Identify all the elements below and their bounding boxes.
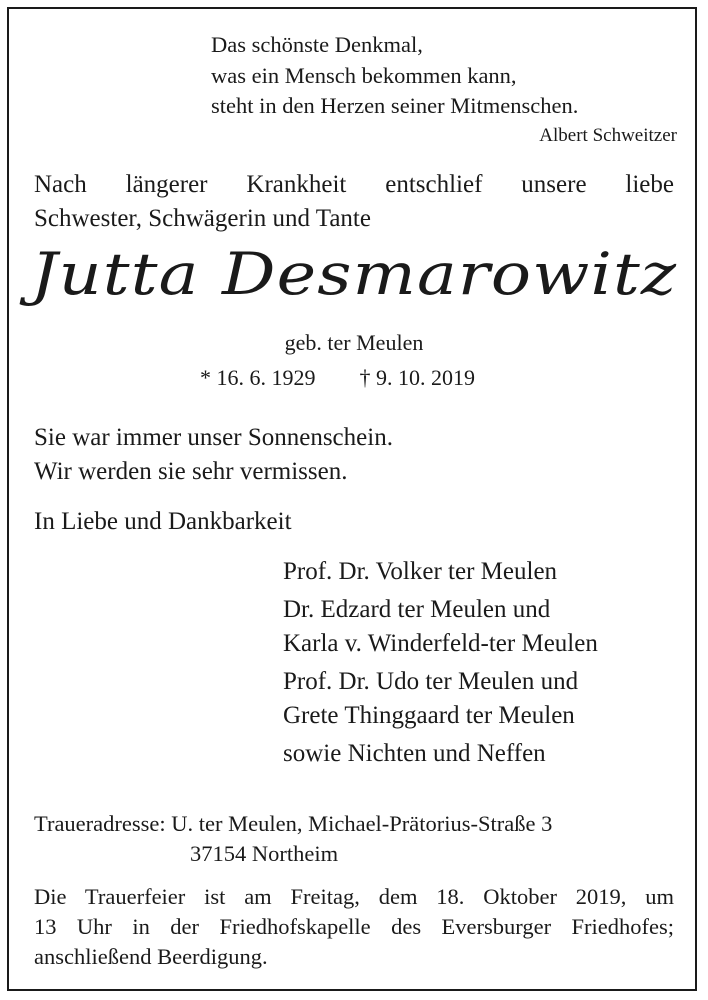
mourner-group (283, 737, 598, 771)
mourner-group (283, 665, 598, 733)
mourners-list (283, 555, 598, 775)
epigraph-quote (211, 30, 578, 122)
intro-line: Schwester, Schwägerin und Tante (34, 205, 371, 232)
funeral-line: anschließend Beerdigung. (34, 944, 268, 969)
farewell-line: Sie war immer unser Sonnenschein. (34, 424, 393, 451)
maiden-name: geb. ter Meulen (284, 330, 424, 355)
address-line: Traueradresse: U. ter Meulen, Michael-Prätorius-Straße 3 (34, 811, 553, 836)
quote-line: was ein Mensch bekommen kann, (211, 62, 517, 88)
intro-line: Nach längerer Krankheit entschlief unsere liebe (34, 171, 674, 198)
life-dates (200, 365, 475, 391)
mourner-group (283, 555, 598, 589)
funeral-notice (34, 882, 674, 972)
mourner-line: Grete Thinggaard ter Meulen (283, 702, 575, 729)
mourner-group (283, 593, 598, 661)
birth-date: * 16. 6. 1929 (200, 365, 316, 390)
quote-line: Das schönste Denkmal, (211, 32, 423, 57)
quote-author: Albert Schweitzer (539, 125, 677, 146)
mourning-address (34, 809, 552, 869)
deceased-name: Jutta Desmarowitz (30, 240, 678, 308)
quote-line: steht in den Herzen seiner Mitmenschen. (211, 93, 579, 118)
closing-phrase: In Liebe und Dankbarkeit (34, 508, 292, 535)
mourner-line: Dr. Edzard ter Meulen und (283, 596, 551, 623)
funeral-line: Die Trauerfeier ist am Freitag, dem 18. Oktober 2019, um (34, 884, 674, 909)
intro-text (34, 168, 674, 236)
mourner-line: Karla v. Winderfeld-ter Meulen (283, 630, 598, 657)
mourner-line: Prof. Dr. Volker ter Meulen (283, 558, 558, 585)
farewell-text (34, 421, 393, 489)
funeral-line: 13 Uhr in der Friedhofskapelle des Eversburger Friedhofes; (34, 914, 674, 939)
mourner-line: sowie Nichten und Neffen (283, 740, 546, 767)
death-date: † 9. 10. 2019 (359, 365, 475, 390)
mourner-line: Prof. Dr. Udo ter Meulen und (283, 668, 579, 695)
address-line: 37154 Northeim (190, 841, 339, 866)
farewell-line: Wir werden sie sehr vermissen. (34, 458, 348, 485)
